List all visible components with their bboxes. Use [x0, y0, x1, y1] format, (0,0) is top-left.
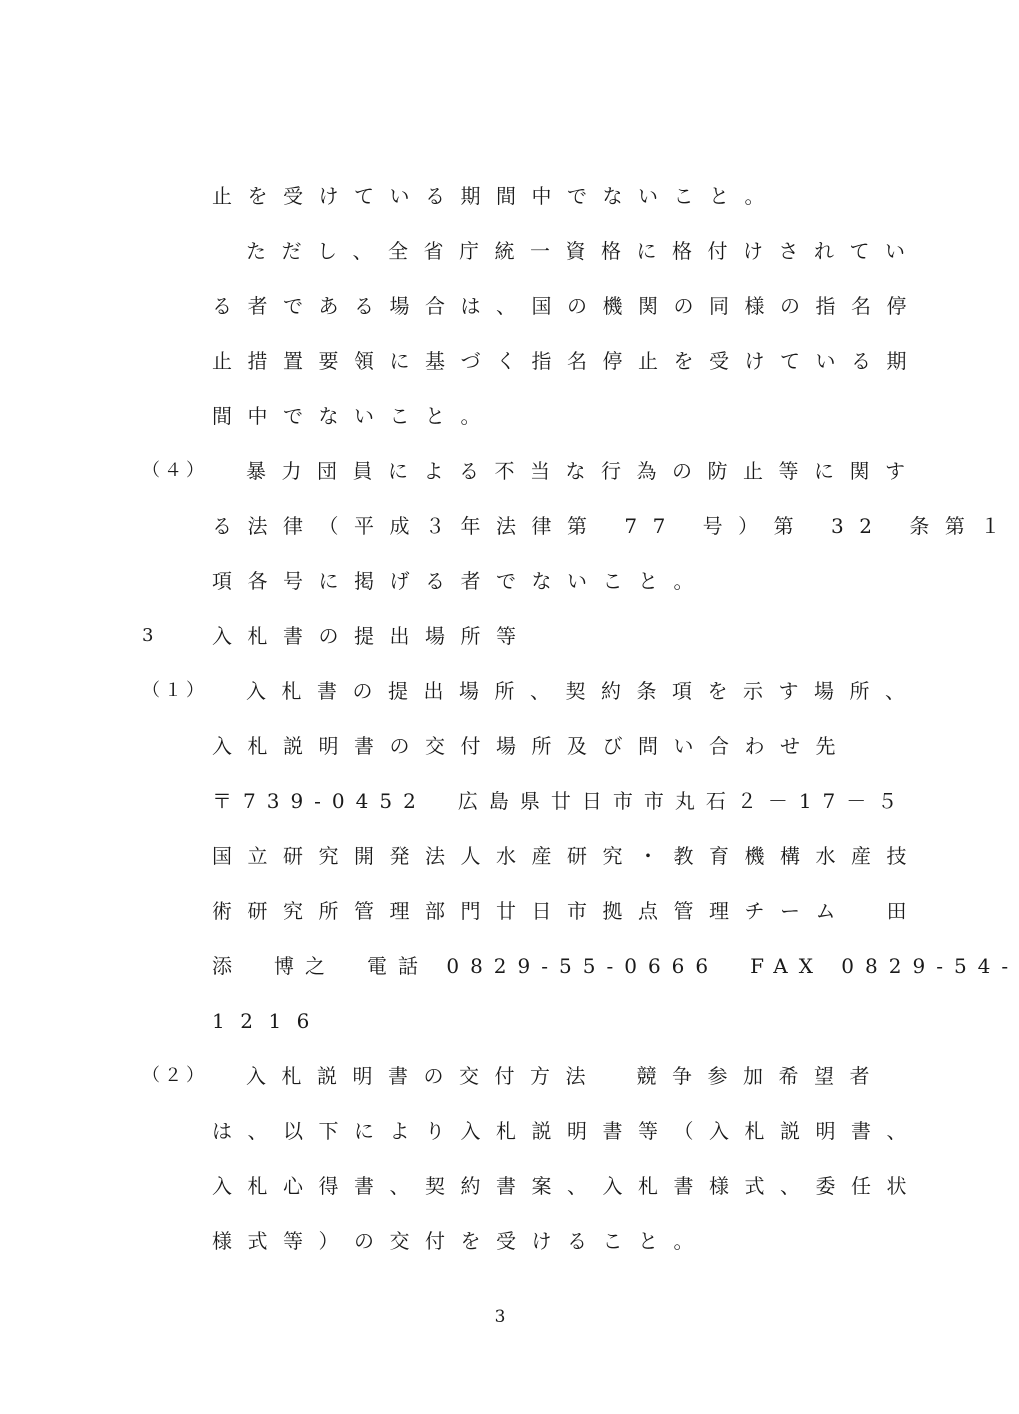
text-line: 暴力団員による不当な行為の防止等に関す: [246, 459, 921, 483]
text-line: 入札説明書の交付方法 競争参加希望者: [246, 1064, 885, 1088]
text-line: る者である場合は、国の機関の同様の指名停: [212, 294, 922, 318]
text-line: 入札書の提出場所、契約条項を示す場所、: [246, 679, 921, 703]
text-line: 間中でないこと。: [212, 404, 496, 428]
text-line: る法律（平成３年法律第 77 号）第 32 条第１: [212, 514, 1016, 538]
text-line: 止措置要領に基づく指名停止を受けている期: [212, 349, 922, 373]
section-marker: 3: [142, 625, 158, 646]
item-marker: （４）: [142, 460, 208, 481]
text-line: 項各号に掲げる者でないこと。: [212, 569, 709, 593]
item-marker: （１）: [142, 680, 208, 701]
item-marker: （２）: [142, 1065, 208, 1086]
text-line: 国立研究開発法人水産研究・教育機構水産技: [212, 844, 922, 868]
page-number: 3: [494, 1307, 506, 1327]
contact-line: 添 博之 電話 0829-55-0666 FAX 0829-54-: [212, 954, 1019, 978]
text-line: 1216: [212, 1009, 325, 1033]
text-line: 様式等）の交付を受けること。: [212, 1229, 709, 1253]
address-line: 〒739-0452 広島県廿日市市丸石２－17－５: [212, 789, 909, 813]
text-line: ただし、全省庁統一資格に格付けされてい: [246, 239, 921, 263]
text-line: 入札心得書、契約書案、入札書様式、委任状: [212, 1174, 922, 1198]
text-line: 術研究所管理部門廿日市拠点管理チーム 田: [212, 899, 922, 923]
text-line: 止を受けている期間中でないこと。: [212, 184, 780, 208]
text-line: は、以下により入札説明書等（入札説明書、: [212, 1119, 922, 1143]
section-heading: 入札書の提出場所等: [212, 624, 532, 648]
text-line: 入札説明書の交付場所及び問い合わせ先: [212, 734, 851, 758]
